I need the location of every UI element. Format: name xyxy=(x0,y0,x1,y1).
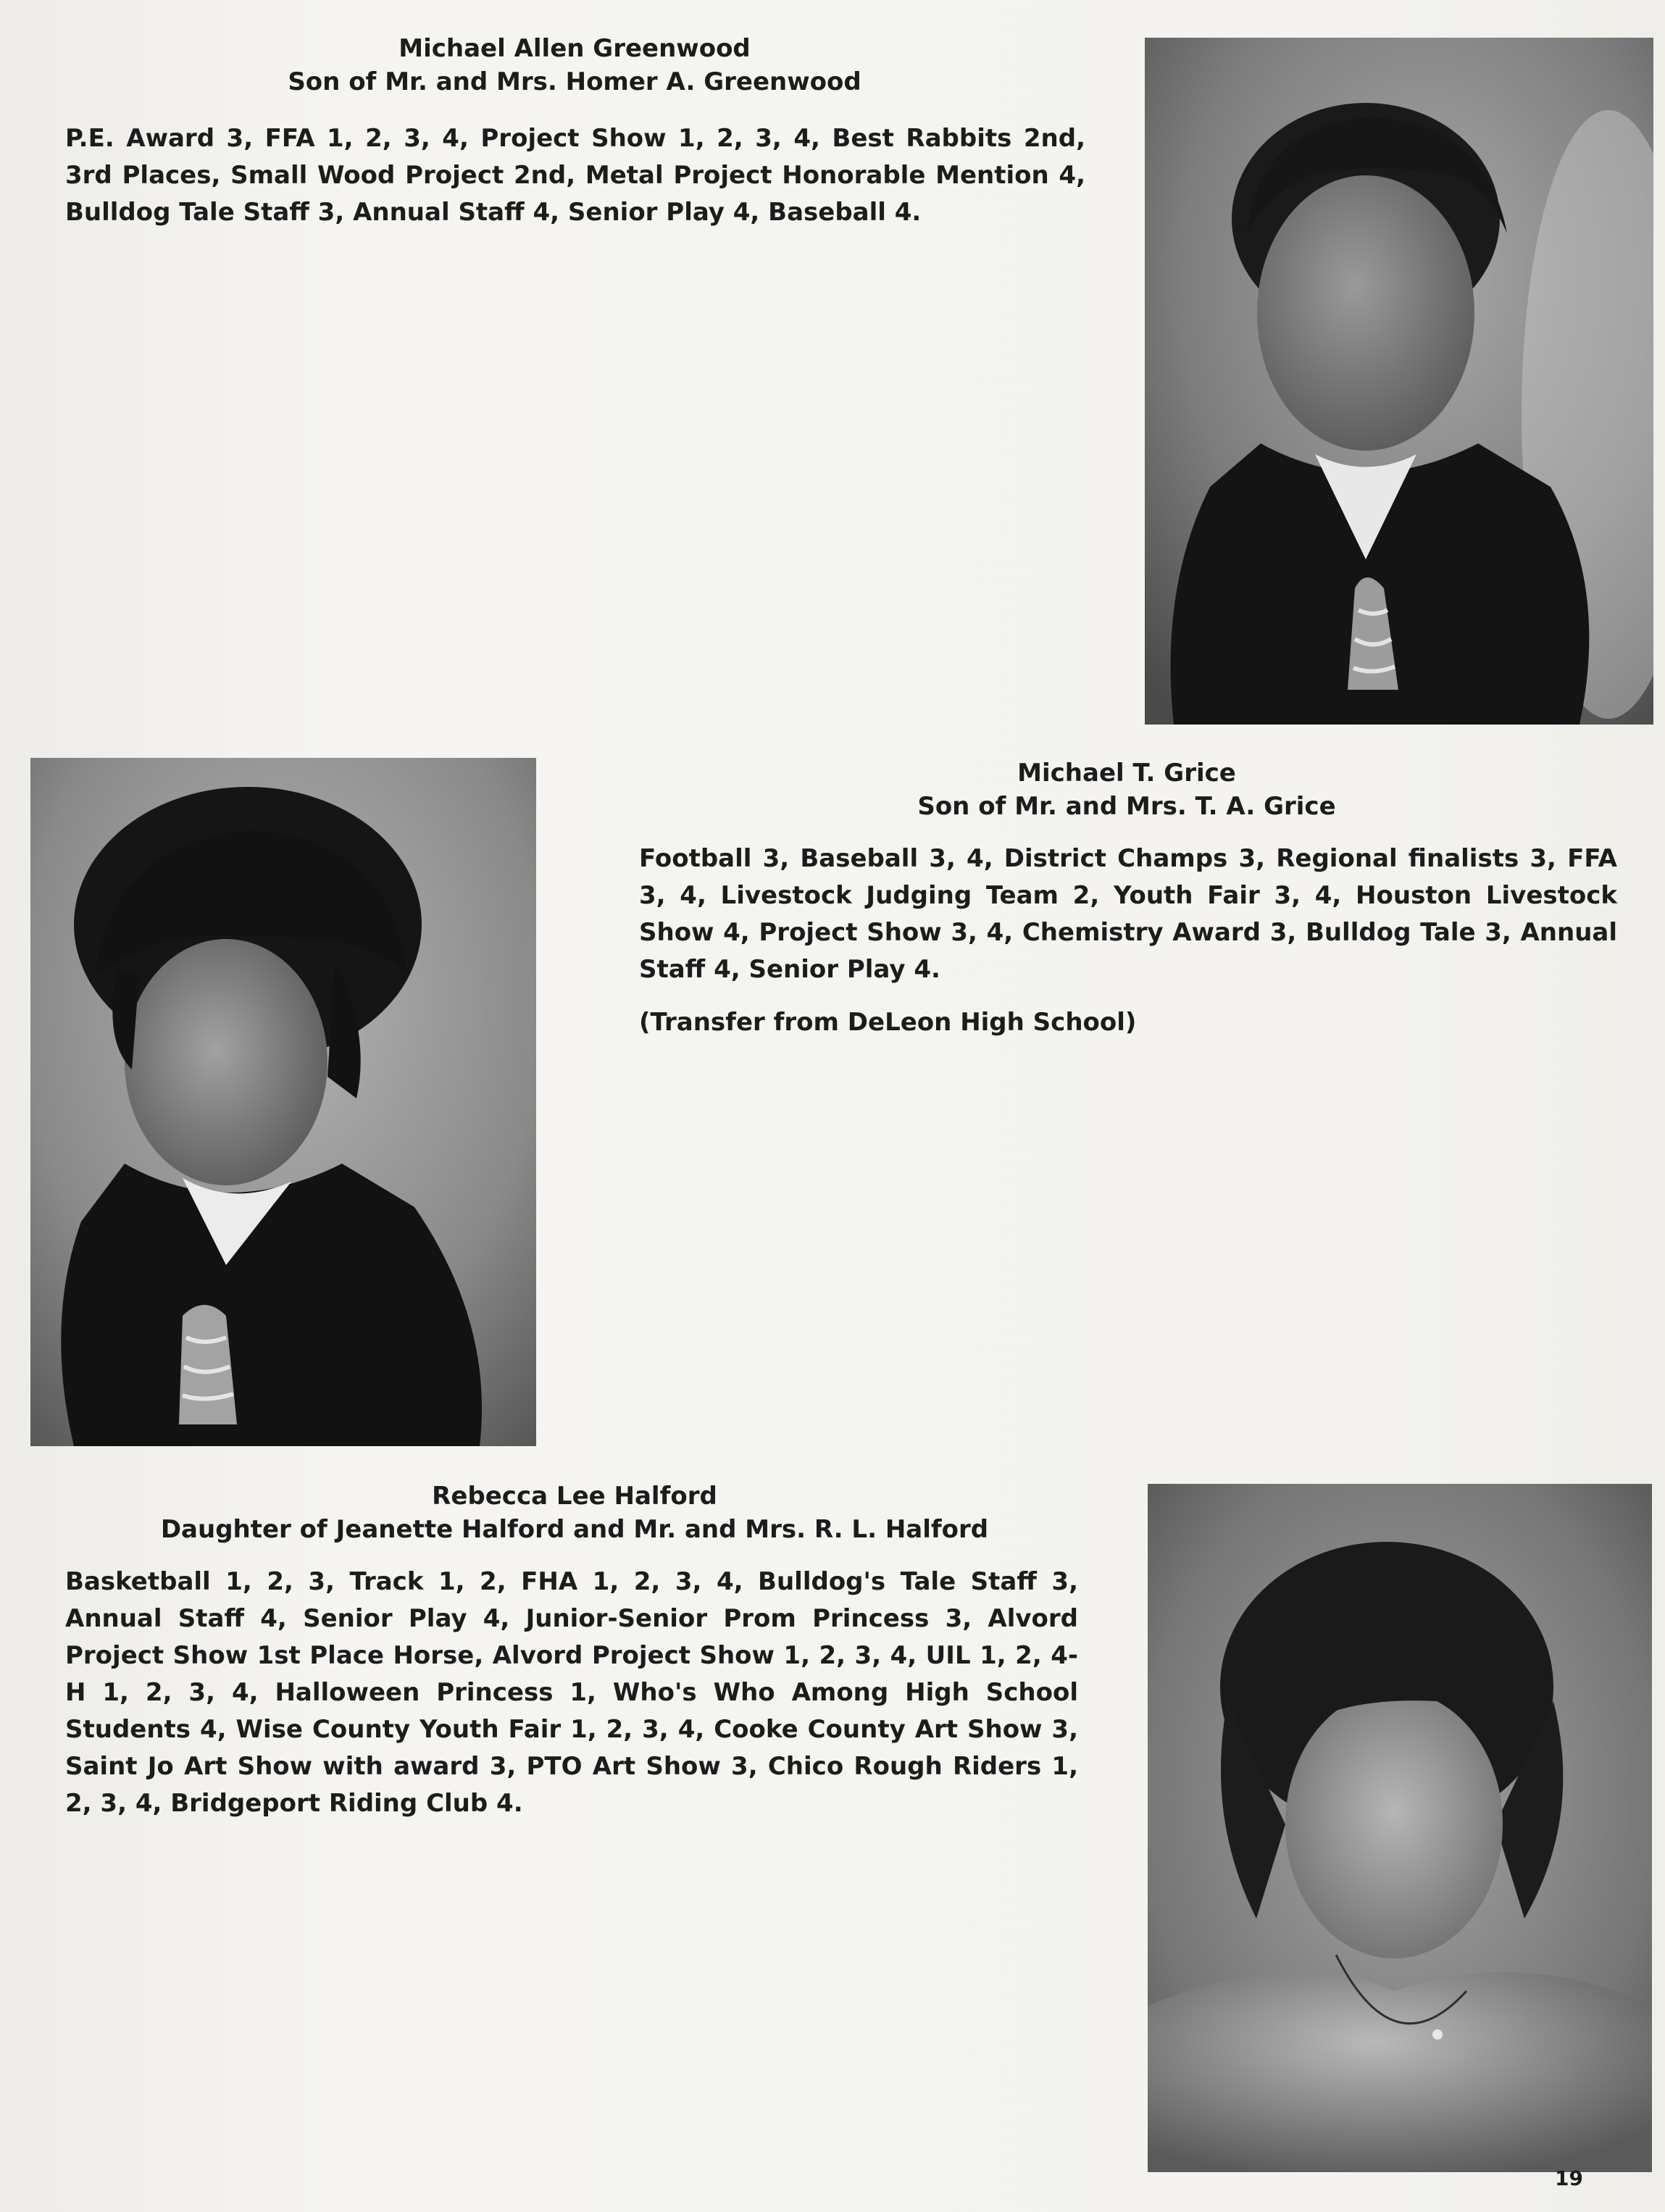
grice-portrait xyxy=(30,758,536,1446)
greenwood-parents: Son of Mr. and Mrs. Homer A. Greenwood xyxy=(288,67,861,96)
greenwood-activities: P.E. Award 3, FFA 1, 2, 3, 4, Project Show 1, 2, 3, 4, Best Rabbits 2nd, 3rd Places, Small Wood Project 2nd, Metal Project Honorable Mention 4, Bulldog Tale Staff 3, Annual Staff 4, Senior Play 4, Baseball 4. xyxy=(65,124,1085,227)
greenwood-heading xyxy=(64,32,1085,99)
greenwood-activities-block xyxy=(65,120,1085,231)
halford-heading xyxy=(64,1479,1085,1546)
greenwood-portrait-image xyxy=(1145,38,1653,725)
grice-name: Michael T. Grice xyxy=(1017,759,1236,788)
greenwood-portrait xyxy=(1145,38,1653,725)
greenwood-name: Michael Allen Greenwood xyxy=(398,34,751,63)
halford-parents: Daughter of Jeanette Halford and Mr. and Mrs. R. L. Halford xyxy=(160,1515,989,1544)
grice-transfer-note: (Transfer from DeLeon High School) xyxy=(639,1008,1137,1037)
grice-heading xyxy=(616,756,1637,823)
grice-activities-block xyxy=(639,840,1617,1041)
grice-parents: Son of Mr. and Mrs. T. A. Grice xyxy=(917,792,1336,821)
halford-portrait-image xyxy=(1148,1484,1652,2172)
halford-activities-block xyxy=(65,1564,1078,1822)
grice-activities: Football 3, Baseball 3, 4, District Champs 3, Regional finalists 3, FFA 3, 4, Livestock Judging Team 2, Youth Fair 3, 4, Houston Livestock Show 4, Project Show 3, 4, Chemistry Award 3, Bulldog Tale 3, Annual Staff 4, Senior Play 4. xyxy=(639,844,1617,984)
page-number: 19 xyxy=(1555,2166,1583,2190)
halford-activities: Basketball 1, 2, 3, Track 1, 2, FHA 1, 2, 3, 4, Bulldog's Tale Staff 3, Annual Staff 4, Senior Play 4, Junior-Senior Prom Princess 3, Alvord Project Show 1st Place Horse, Alvord Project Show 1, 2, 3, 4, UIL 1, 2, 4-H 1, 2, 3, 4, Halloween Princess 1, Who's Who Among High School Students 4, Wise County Youth Fair 1, 2, 3, 4, Cooke County Art Show 3, Saint Jo Art Show with award 3, PTO Art Show 3, Chico Rough Riders 1, 2, 3, 4, Bridgeport Riding Club 4. xyxy=(65,1567,1078,1818)
halford-name: Rebecca Lee Halford xyxy=(432,1482,717,1511)
grice-portrait-image xyxy=(30,758,536,1446)
halford-portrait xyxy=(1148,1484,1652,2172)
